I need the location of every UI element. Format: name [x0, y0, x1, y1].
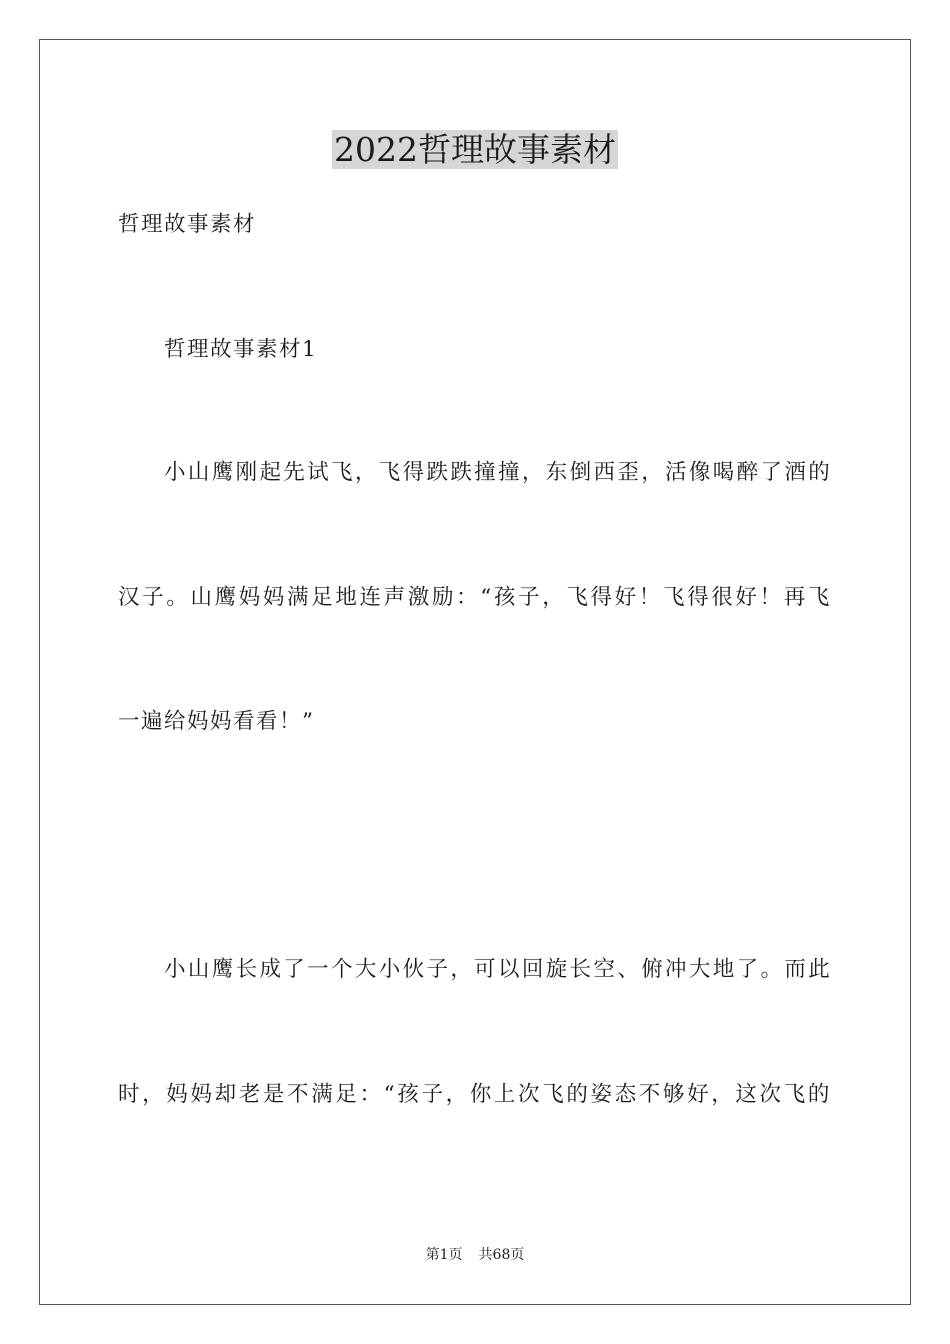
page-number: 第1页 [425, 1247, 463, 1263]
page-total: 共68页 [478, 1247, 525, 1263]
document-subtitle: 哲理故事素材 [118, 212, 257, 237]
paragraph-line: 小山鹰刚起先试飞，飞得跌跌撞撞，东倒西歪，活像喝醉了酒的 [164, 460, 833, 485]
paragraph-line: 一遍给妈妈看看！” [118, 709, 315, 734]
paragraph-line: 汉子。山鹰妈妈满足地连声激励：“孩子，飞得好！飞得很好！再飞 [118, 585, 832, 610]
page-footer [0, 1245, 950, 1265]
section-heading: 哲理故事素材1 [164, 337, 318, 362]
paragraph-line: 时，妈妈却老是不满足：“孩子，你上次飞的姿态不够好，这次飞的 [118, 1082, 832, 1107]
paragraph-line: 小山鹰长成了一个大小伙子，可以回旋长空、俯冲大地了。而此 [164, 957, 833, 982]
document-title-block [0, 128, 950, 172]
document-title: 2022哲理故事素材 [334, 130, 616, 169]
